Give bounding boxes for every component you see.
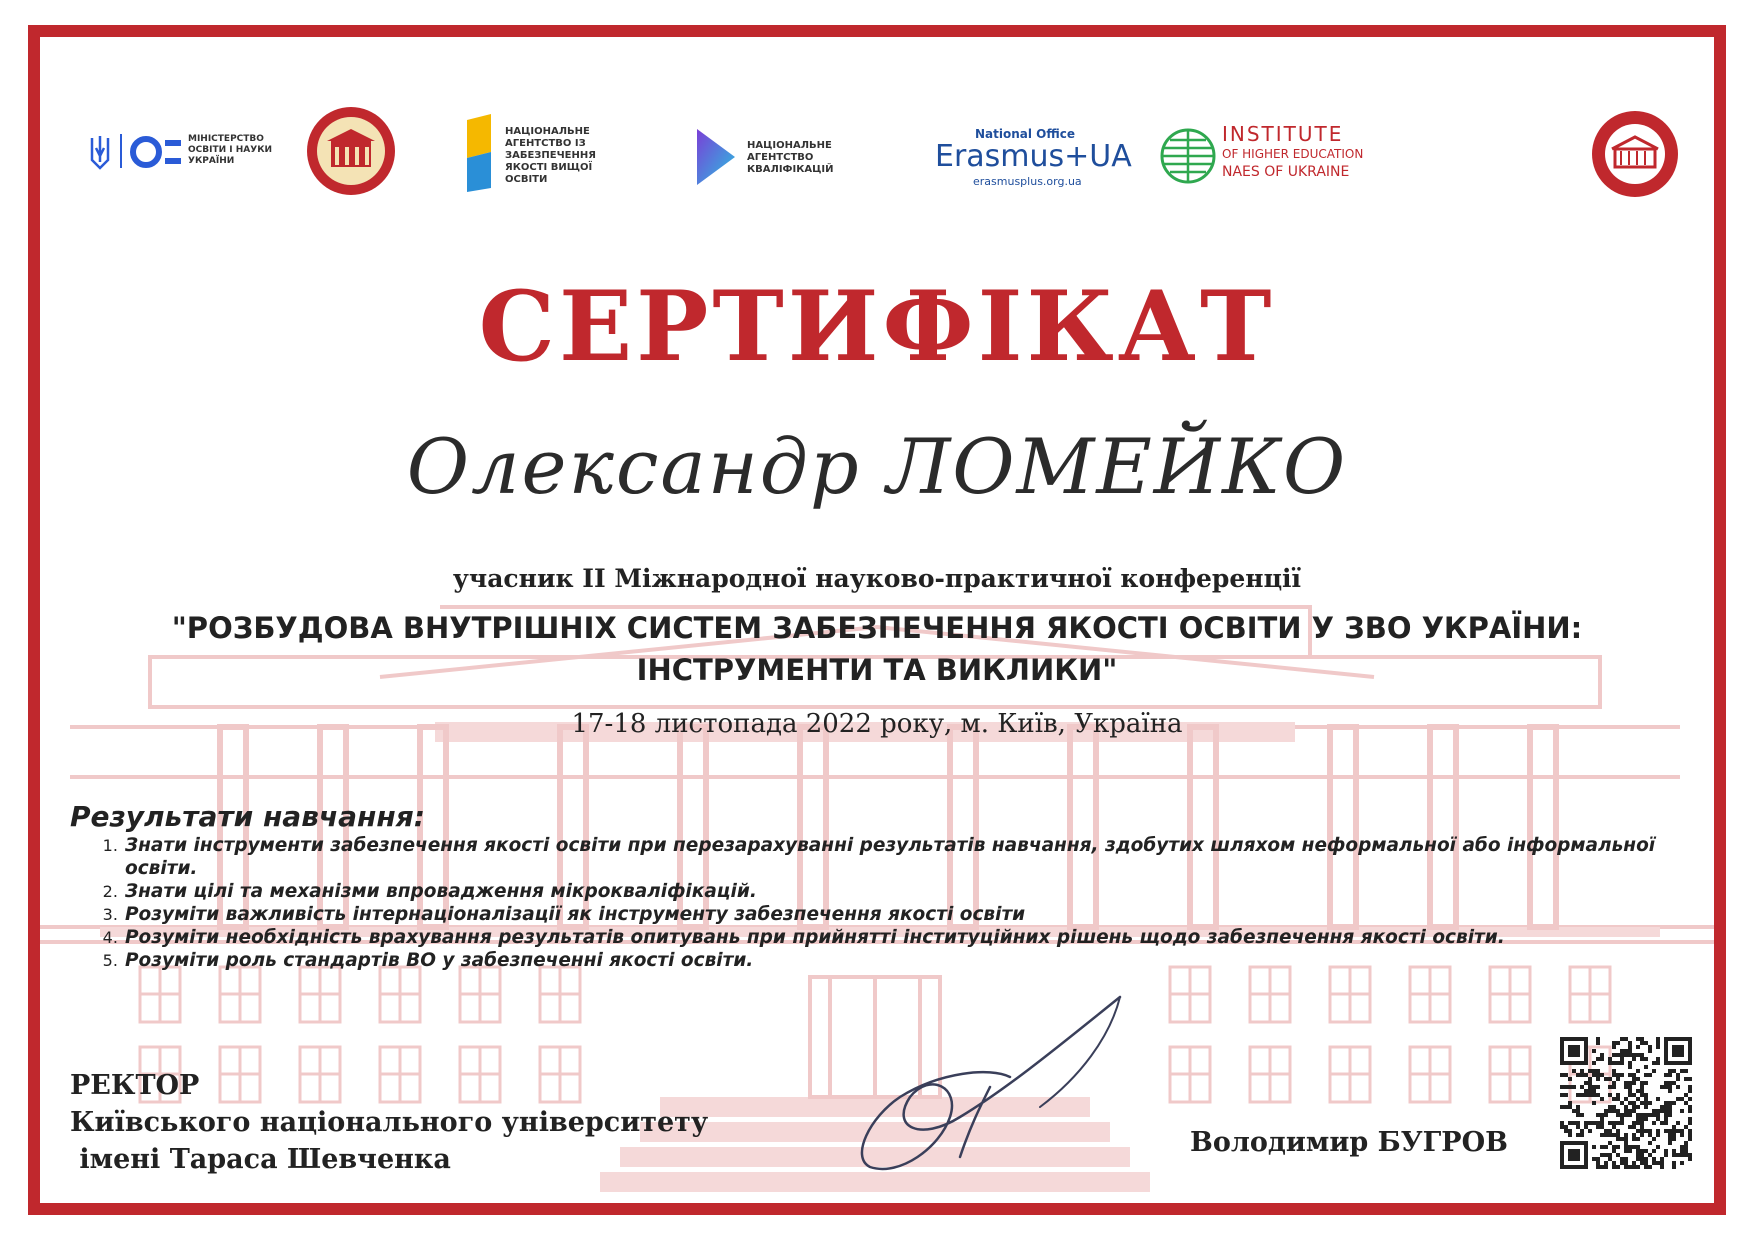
rector-org-line2: імені Тараса Шевченка <box>70 1144 451 1175</box>
certificate-frame <box>28 25 1726 1215</box>
ministry-logo <box>90 132 273 172</box>
divider <box>120 134 122 168</box>
naqa-logo-icon <box>465 112 495 192</box>
list-item: 5. Розуміти роль стандартів ВО у забезпеченні якості освіти. <box>123 949 1703 972</box>
conference-title-line1: "РОЗБУДОВА ВНУТРІШНІХ СИСТЕМ ЗАБЕЗПЕЧЕННЯ ЯКОСТІ ОСВІТИ У ЗВО УКРАЇНИ: <box>171 611 1583 645</box>
conference-title <box>60 607 1694 691</box>
naqa-logo-text: НАЦІОНАЛЬНЕ АГЕНТСТВО ІЗ ЗАБЕЗПЕЧЕННЯ ЯКОСТІ ВИЩОЇ ОСВІТИ <box>505 126 596 185</box>
certificate-title: СЕРТИФІКАТ <box>478 270 1276 383</box>
participant-line: учасник ІІ Міжнародної науково-практичної конференції <box>452 564 1302 593</box>
erasmus-brand-text: Erasmus+UA <box>935 139 1132 174</box>
list-item: 1. Знати інструменти забезпечення якості освіти при перезарахуванні результатів навчання, здобутих шляхом неформальної або інформальної освіти. <box>123 834 1703 880</box>
play-triangle-icon <box>695 127 737 187</box>
conference-title-line2: ІНСТРУМЕНТИ ТА ВИКЛИКИ" <box>636 653 1118 687</box>
signer-name: Володимир БУГРОВ <box>1190 1127 1508 1158</box>
ihe-line3: NAES OF UKRAINE <box>1222 164 1350 180</box>
erasmus-url-text: erasmusplus.org.ua <box>973 175 1082 188</box>
erasmus-logo <box>935 127 1132 188</box>
recipient-name: Олександр ЛОМЕЙКО <box>406 422 1348 511</box>
rector-org-line1: Київського національного університету <box>70 1107 709 1138</box>
nqa-logo <box>695 127 845 187</box>
naqa-logo <box>465 112 625 192</box>
rector-title: РЕКТОР <box>70 1070 200 1101</box>
ministry-symbol-icon <box>130 134 184 170</box>
date-place: 17-18 листопада 2022 року, м. Київ, Україна <box>571 709 1183 739</box>
partner-logos <box>40 77 1714 217</box>
ihe-seal-icon <box>1590 109 1680 199</box>
results-title: Результати навчання: <box>70 800 425 833</box>
rector-block <box>70 1067 708 1178</box>
signature-icon <box>830 977 1150 1197</box>
qr-code-icon <box>1560 1037 1692 1169</box>
ministry-logo-text: МІНІСТЕРСТВО ОСВІТИ І НАУКИ УКРАЇНИ <box>188 134 273 166</box>
list-item: 2. Знати цілі та механізми впровадження мікрокваліфікацій. <box>123 880 1703 903</box>
results-list <box>95 834 1703 972</box>
list-item: 3. Розуміти важливість інтернаціоналізації як інструменту забезпечення якості освіти <box>123 903 1703 926</box>
erasmus-office-text: National Office <box>975 127 1076 141</box>
globe-icon <box>1160 128 1216 184</box>
ihe-line2: OF HIGHER EDUCATION <box>1222 147 1364 161</box>
nqa-logo-text: НАЦІОНАЛЬНЕ АГЕНТСТВО КВАЛІФІКАЦІЙ <box>747 140 834 175</box>
ihe-line1: INSTITUTE <box>1222 122 1344 146</box>
list-item: 4. Розуміти необхідність врахування результатів опитувань при прийнятті інституційних рішень щодо забезпечення якості освіти. <box>123 926 1703 949</box>
knu-seal-icon <box>305 105 397 197</box>
ihe-logo <box>1160 122 1380 192</box>
trident-icon <box>90 134 110 170</box>
